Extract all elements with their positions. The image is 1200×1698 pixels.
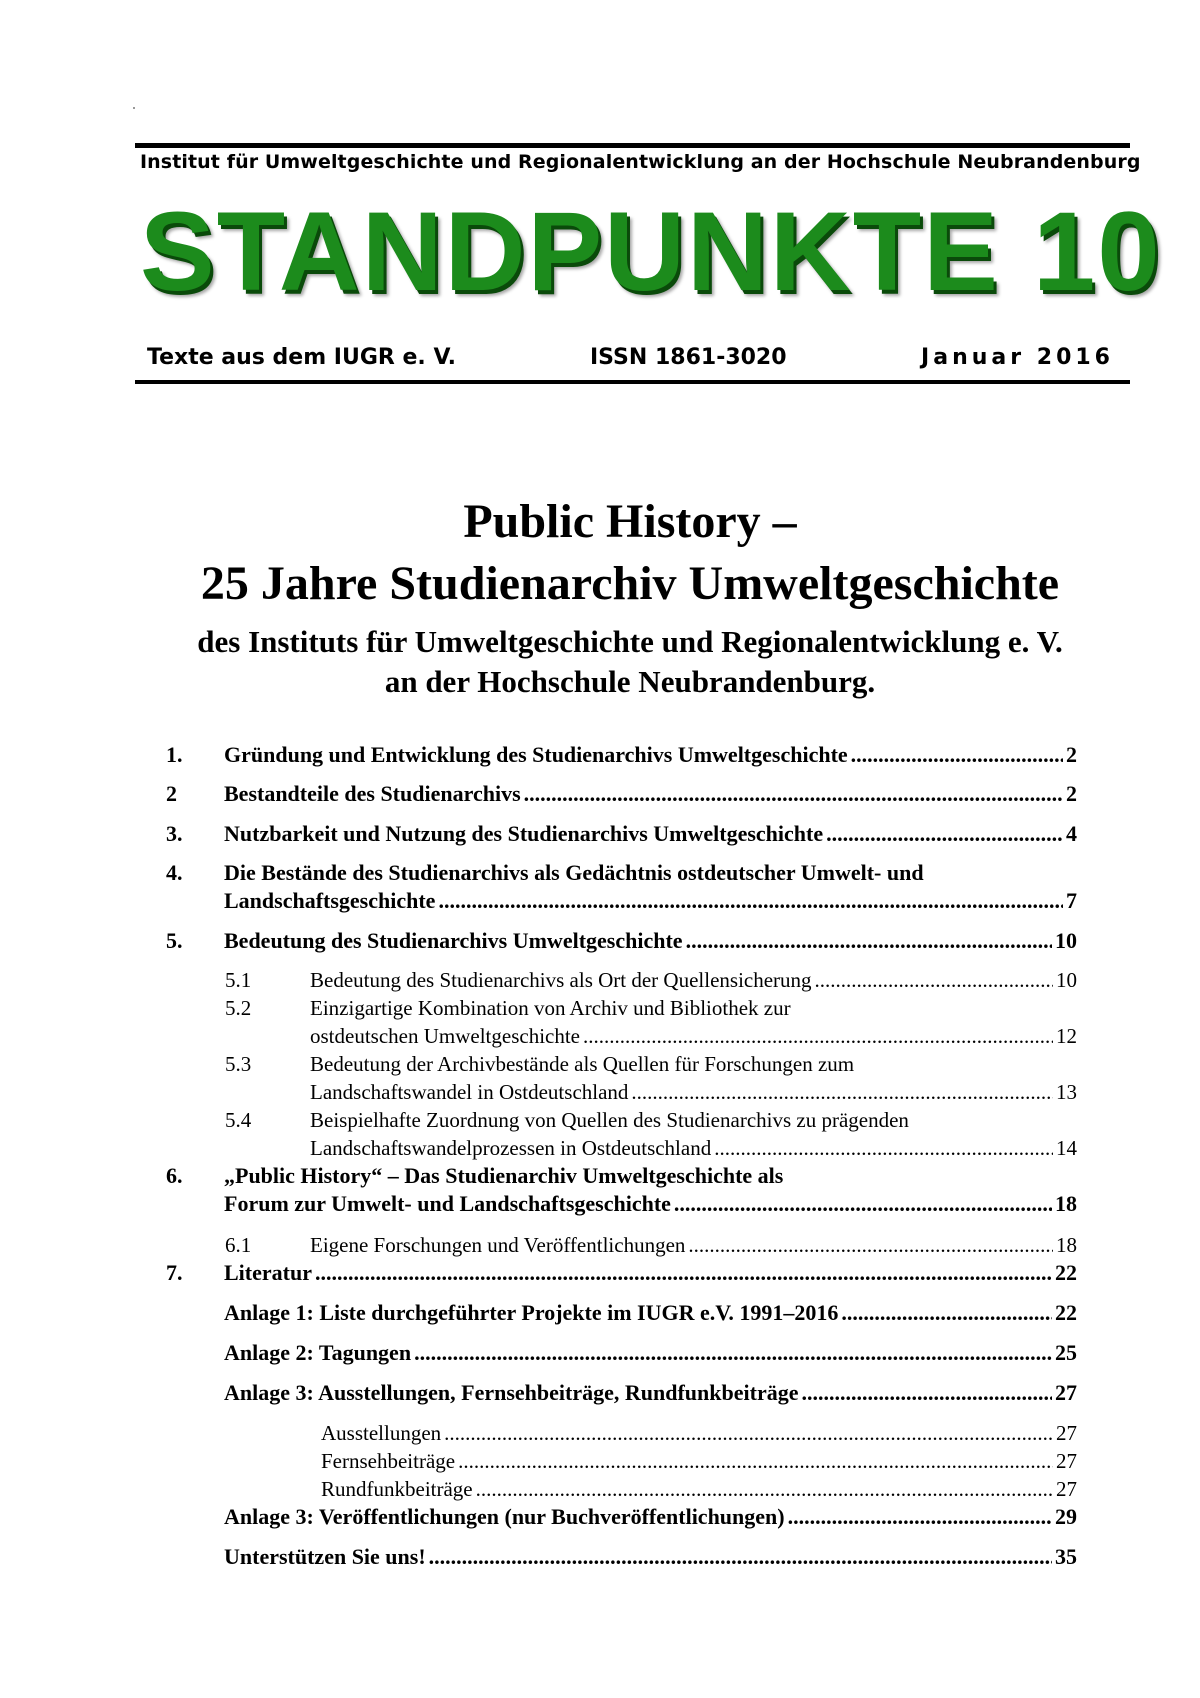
toc-label: „Public History“ – Das Studienarchiv Umweltgeschichte als	[224, 1163, 784, 1188]
toc-subentry[interactable]	[310, 1134, 1077, 1162]
toc-page: 10	[1055, 928, 1077, 953]
toc-entry[interactable]	[224, 1379, 1077, 1407]
toc-page: 29	[1055, 1504, 1077, 1529]
toc-label: Rundfunkbeiträge	[321, 1477, 473, 1501]
toc-page: 7	[1066, 888, 1077, 913]
toc-page: 35	[1055, 1544, 1077, 1569]
toc-label: Eigene Forschungen und Veröffentlichungen	[310, 1233, 686, 1257]
toc-entry[interactable]	[224, 1339, 1077, 1367]
toc-page: 27	[1056, 1477, 1077, 1501]
toc-entry[interactable]	[224, 1190, 1077, 1218]
toc-page: 2	[1066, 781, 1077, 806]
toc-subentry[interactable]	[310, 1022, 1077, 1050]
toc-label: Anlage 2: Tagungen	[224, 1340, 412, 1365]
toc-page: 4	[1066, 821, 1077, 846]
series-subtitle: Texte aus dem IUGR e. V.	[147, 345, 456, 370]
toc-label: Anlage 3: Ausstellungen, Fernsehbeiträge, Rundfunkbeiträge	[224, 1380, 799, 1405]
toc-page: 22	[1055, 1300, 1077, 1325]
toc-subentry[interactable]	[310, 1231, 1077, 1259]
toc-entry[interactable]	[224, 1259, 1077, 1287]
toc-label: Bedeutung des Studienarchivs Umweltgeschichte	[224, 928, 683, 953]
toc-entry[interactable]	[224, 820, 1077, 848]
toc-page: 10	[1056, 968, 1077, 992]
toc-label: Bestandteile des Studienarchivs	[224, 781, 521, 806]
issue-date: Januar 2016	[921, 345, 1114, 370]
toc-subnumber: 5.1	[225, 968, 252, 992]
institute-name: Institut für Umweltgeschichte und Regionalentwicklung an der Hochschule Neubrandenburg	[140, 151, 1141, 173]
toc-label: Einzigartige Kombination von Archiv und Bibliothek zur	[310, 996, 791, 1020]
document-title-line2: 25 Jahre Studienarchiv Umweltgeschichte	[200, 557, 1060, 610]
toc-page: 18	[1055, 1191, 1077, 1216]
toc-entry[interactable]	[224, 927, 1077, 955]
toc-subnumber: 6.1	[225, 1233, 252, 1257]
toc-label: Anlage 3: Veröffentlichungen (nur Buchveröffentlichungen)	[224, 1504, 785, 1529]
toc-number: 7.	[166, 1260, 183, 1285]
toc-subnumber: 5.4	[225, 1108, 252, 1132]
toc-label: Forum zur Umwelt- und Landschaftsgeschichte	[224, 1191, 671, 1216]
toc-page: 27	[1055, 1380, 1077, 1405]
toc-label: Landschaftswandel in Ostdeutschland	[310, 1080, 629, 1104]
toc-page: 14	[1056, 1136, 1077, 1160]
toc-page: 22	[1055, 1260, 1077, 1285]
toc-label: Nutzbarkeit und Nutzung des Studienarchivs Umweltgeschichte	[224, 821, 824, 846]
toc-page: 27	[1056, 1421, 1077, 1445]
toc-page: 18	[1056, 1233, 1077, 1257]
toc-label: ostdeutschen Umweltgeschichte	[310, 1024, 581, 1048]
toc-number: 5.	[166, 928, 183, 953]
toc-subentry[interactable]	[321, 1419, 1077, 1447]
toc-label: Ausstellungen	[321, 1421, 442, 1445]
toc-entry[interactable]	[224, 741, 1077, 769]
toc-subentry[interactable]	[310, 966, 1077, 994]
toc-number: 2	[166, 781, 177, 806]
toc-subentry[interactable]	[310, 1078, 1077, 1106]
document-subtitle-line1: des Instituts für Umweltgeschichte und Regionalentwicklung e. V.	[197, 624, 1063, 659]
toc-page: 25	[1055, 1340, 1077, 1365]
toc-label: Landschaftsgeschichte	[224, 888, 436, 913]
toc-label: Anlage 1: Liste durchgeführter Projekte im IUGR e.V. 1991–2016	[224, 1300, 839, 1325]
toc-label: Unterstützen Sie uns!	[224, 1544, 426, 1569]
toc-entry[interactable]	[224, 1503, 1077, 1531]
toc-page: 13	[1056, 1080, 1077, 1104]
toc-page: 12	[1056, 1024, 1077, 1048]
document-title-line1: Public History –	[463, 495, 797, 548]
toc-label: Gründung und Entwicklung des Studienarchivs Umweltgeschichte	[224, 742, 848, 767]
series-brand-title: STANDPUNKTE 10	[140, 189, 1162, 314]
toc-number: 3.	[166, 821, 183, 846]
toc-entry[interactable]	[224, 780, 1077, 808]
toc-number: 1.	[166, 742, 183, 767]
toc-page: 2	[1066, 742, 1077, 767]
issn-label: ISSN 1861-3020	[590, 345, 787, 370]
toc-label: Bedeutung der Archivbestände als Quellen für Forschungen zum	[310, 1052, 855, 1076]
toc-subentry[interactable]	[321, 1447, 1077, 1475]
toc-label: Beispielhafte Zuordnung von Quellen des Studienarchivs zu prägenden	[310, 1108, 909, 1132]
toc-label: Die Bestände des Studienarchivs als Gedächtnis ostdeutscher Umwelt- und	[224, 860, 924, 885]
toc-entry[interactable]	[224, 1543, 1077, 1571]
toc-label: Literatur	[224, 1260, 312, 1285]
toc-subnumber: 5.3	[225, 1052, 252, 1076]
document-subtitle-line2: an der Hochschule Neubrandenburg.	[384, 664, 876, 699]
toc-label: Fernsehbeiträge	[321, 1449, 456, 1473]
toc-subnumber: 5.2	[225, 996, 252, 1020]
toc-label: Landschaftswandelprozessen in Ostdeutschland	[310, 1136, 712, 1160]
toc-entry[interactable]	[224, 887, 1077, 915]
toc-entry[interactable]	[224, 1299, 1077, 1327]
toc-page: 27	[1056, 1449, 1077, 1473]
toc-number: 4.	[166, 860, 183, 885]
toc-label: Bedeutung des Studienarchivs als Ort der Quellensicherung	[310, 968, 812, 992]
toc-subentry[interactable]	[321, 1475, 1077, 1503]
toc-number: 6.	[166, 1163, 183, 1188]
